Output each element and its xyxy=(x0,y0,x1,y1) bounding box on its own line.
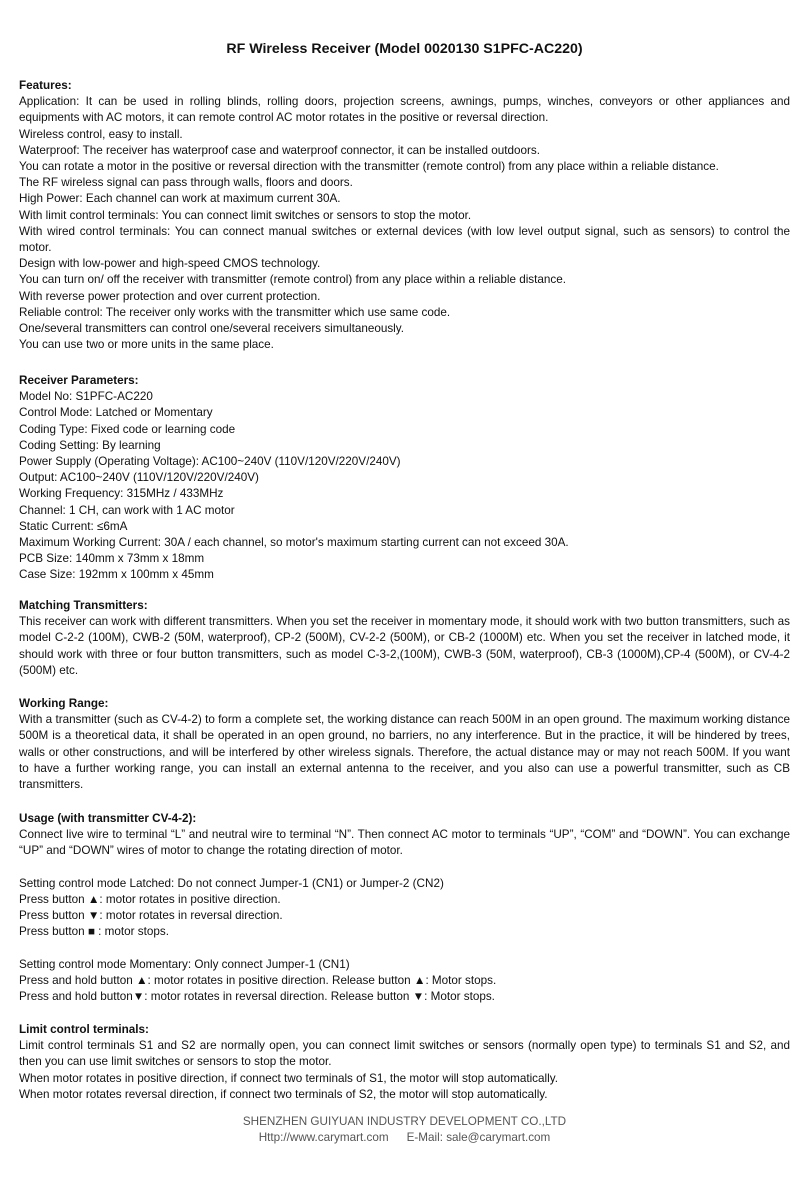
feature-item: One/several transmitters can control one/several receivers simultaneously. xyxy=(19,322,404,336)
usage-momentary-item: Press and hold button ▲: motor rotates in positive direction. Release button ▲: Motor stops. xyxy=(19,974,497,987)
feature-item: With wired control terminals: You can connect manual switches or external devices (with low level output signal, such as sensors) to control the motor. xyxy=(19,224,790,255)
document-title: RF Wireless Receiver (Model 0020130 S1PFC-AC220) xyxy=(226,41,583,57)
parameter-item: Control Mode: Latched or Momentary xyxy=(19,406,213,420)
feature-item: You can turn on/ off the receiver with transmitter (remote control) from any place within a reliable distance. xyxy=(19,273,566,287)
limit-section xyxy=(19,1022,790,1103)
usage-latched-item: Press button ▼: motor rotates in reversal direction. xyxy=(19,909,283,923)
limit-text: Limit control terminals S1 and S2 are normally open, you can connect limit switches or sensors (normally open type) to terminals S1 and S2, and then you can use limit switches or sensors to stop the motor. xyxy=(19,1039,790,1069)
feature-item: The RF wireless signal can pass through walls, floors and doors. xyxy=(19,176,353,190)
parameters-section xyxy=(19,373,790,584)
features-section xyxy=(19,78,790,353)
limit-heading: Limit control terminals: xyxy=(19,1023,149,1036)
parameter-item: Model No: S1PFC-AC220 xyxy=(19,390,153,404)
usage-section xyxy=(19,811,790,1005)
usage-latched-item: Press button ▲: motor rotates in positive direction. xyxy=(19,893,281,906)
feature-item: High Power: Each channel can work at maximum current 30A. xyxy=(19,192,341,206)
feature-item: With reverse power protection and over current protection. xyxy=(19,289,321,303)
parameter-item: Maximum Working Current: 30A / each channel, so motor's maximum starting current can not exceed 30A. xyxy=(19,536,569,550)
parameter-item: Coding Setting: By learning xyxy=(19,438,161,452)
feature-item: Wireless control, easy to install. xyxy=(19,127,183,141)
feature-item: Reliable control: The receiver only works with the transmitter which use same code. xyxy=(19,305,451,319)
usage-momentary-item: Setting control mode Momentary: Only connect Jumper-1 (CN1) xyxy=(19,957,350,971)
feature-item: Design with low-power and high-speed CMOS technology. xyxy=(19,257,321,271)
feature-item: You can rotate a motor in the positive or reversal direction with the transmitter (remote control) from any place within a reliable distance. xyxy=(19,160,719,174)
limit-item: When motor rotates reversal direction, if connect two terminals of S2, the motor will stop automatically. xyxy=(19,1087,548,1101)
transmitters-text: This receiver can work with different transmitters. When you set the receiver in momentary mode, it should work with two button transmitters, such as model C-2-2 (100M), CWB-2 (50M, waterproof), CP-2 (500M), CV-2-2 (500M), or CB-2 (1000M) etc. When you set the receiver in latched mode, it should work with three or four button transmitters, such as model C-3-2,(100M), CWB-3 (50M, waterproof), CB-3 (1000M),CP-4 (500M), or CV-4-2 (500M) etc. xyxy=(19,615,790,677)
parameter-item: Power Supply (Operating Voltage): AC100~240V (110V/120V/220V/240V) xyxy=(19,455,401,469)
feature-item: Waterproof: The receiver has waterproof case and waterproof connector, it can be installed outdoors. xyxy=(19,143,541,157)
footer-email[interactable]: E-Mail: sale@carymart.com xyxy=(406,1131,551,1144)
parameter-item: Working Frequency: 315MHz / 433MHz xyxy=(19,487,224,501)
footer-website[interactable]: Http://www.carymart.com xyxy=(258,1131,389,1144)
usage-heading: Usage (with transmitter CV-4-2): xyxy=(19,812,197,825)
parameter-item: Channel: 1 CH, can work with 1 AC motor xyxy=(19,503,235,517)
parameter-item: Case Size: 192mm x 100mm x 45mm xyxy=(19,568,214,582)
feature-item: Application: It can be used in rolling blinds, rolling doors, projection screens, awnings, pumps, winches, conveyors or other appliances and equipments with AC motors, it can remote control AC motor rotates in the positive or reversal direction. xyxy=(19,95,790,125)
parameters-heading: Receiver Parameters: xyxy=(19,374,139,387)
parameter-item: Output: AC100~240V (110V/120V/220V/240V) xyxy=(19,471,259,485)
document-page xyxy=(19,0,790,1188)
transmitters-heading: Matching Transmitters: xyxy=(19,599,148,612)
footer-contact xyxy=(19,1130,790,1146)
usage-latched-item: Press button ■ : motor stops. xyxy=(19,925,169,939)
usage-latched-item: Setting control mode Latched: Do not connect Jumper-1 (CN1) or Jumper-2 (CN2) xyxy=(19,876,444,890)
usage-momentary-item: Press and hold button▼: motor rotates in reversal direction. Release button ▼: Motor stops. xyxy=(19,990,495,1004)
features-heading: Features: xyxy=(19,79,72,92)
parameter-item: Coding Type: Fixed code or learning code xyxy=(19,422,236,436)
range-text: With a transmitter (such as CV-4-2) to form a complete set, the working distance can reach 500M in an open ground. The maximum working distance 500M is a theoretical data, it shall be operated in an open ground, no barriers, no any interference. But in the practice, it will be hindered by trees, walls or other constructions, and will be interfered by other wireless signals. Therefore, the actual distance may or may not reach 500M. If you want to have a further working range, you can install an external antenna to the receiver, and you also can use a powerful transmitter, such as CB transmitters. xyxy=(19,713,790,792)
limit-item: When motor rotates in positive direction, if connect two terminals of S1, the motor will stop automatically. xyxy=(19,1071,558,1085)
footer-company: SHENZHEN GUIYUAN INDUSTRY DEVELOPMENT CO.,LTD xyxy=(242,1115,567,1128)
parameter-item: Static Current: ≤6mA xyxy=(19,519,128,533)
page-footer xyxy=(19,1114,790,1146)
range-heading: Working Range: xyxy=(19,697,109,710)
feature-item: You can use two or more units in the same place. xyxy=(19,338,274,352)
parameter-item: PCB Size: 140mm x 73mm x 18mm xyxy=(19,552,205,566)
range-section xyxy=(19,696,790,793)
feature-item: With limit control terminals: You can connect limit switches or sensors to stop the motor. xyxy=(19,208,472,222)
transmitters-section xyxy=(19,598,790,679)
usage-intro: Connect live wire to terminal “L” and neutral wire to terminal “N”. Then connect AC motor to terminals “UP”, “COM” and “DOWN”. You can exchange “UP” and “DOWN” wires of motor to change the rotating direction of motor. xyxy=(19,828,790,858)
